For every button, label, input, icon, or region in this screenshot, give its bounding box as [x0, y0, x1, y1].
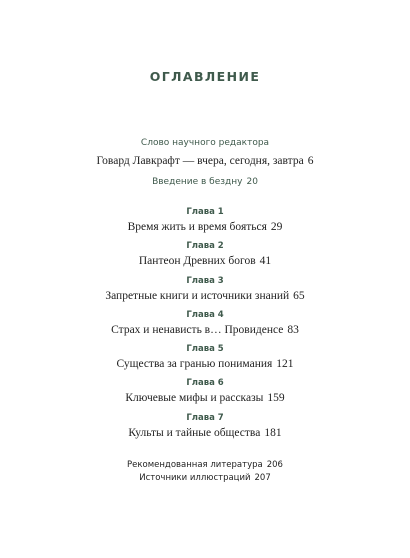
- editor-word-heading: Слово научного редактора: [140, 138, 270, 148]
- toc-entry-title: Время жить и время бояться: [127, 221, 267, 233]
- toc-entry-title: Рекомендованная литература: [127, 460, 263, 470]
- toc-entry-chapter: [0, 358, 410, 370]
- chapter-label: Глава 5: [186, 344, 224, 354]
- toc-entry-page: 20: [246, 177, 258, 187]
- toc-entry-title: Ключевые мифы и рассказы: [125, 392, 264, 404]
- toc-entry-recommended: [0, 460, 410, 470]
- toc-entry-page: 121: [276, 358, 294, 370]
- toc-entry-chapter: [0, 255, 410, 267]
- toc-entry-page: 181: [264, 427, 282, 439]
- toc-entry-title: Запретные книги и источники знаний: [105, 290, 290, 302]
- toc-entry-chapter: [0, 392, 410, 404]
- toc-entry-chapter: [0, 221, 410, 233]
- toc-entry-page: 206: [266, 460, 283, 470]
- toc-entry-page: 41: [259, 255, 272, 267]
- chapter-label: Глава 4: [186, 310, 224, 320]
- chapter-label: Глава 6: [186, 378, 224, 388]
- toc-entry-title: Страх и ненависть в… Провиденсе: [111, 324, 284, 336]
- toc-entry-title: Источники иллюстраций: [139, 473, 251, 483]
- toc-entry-chapter: [0, 324, 410, 336]
- toc-entry-intro: [0, 177, 410, 187]
- toc-entry-title: Культы и тайные общества: [128, 427, 261, 439]
- toc-entry-title: Введение в бездну: [152, 177, 243, 187]
- toc-entry-editor-article: [0, 155, 410, 167]
- toc-entry-page: 207: [254, 473, 271, 483]
- toc-entry-title: Пантеон Древних богов: [138, 255, 256, 267]
- page-title: ОГЛАВЛЕНИЕ: [149, 69, 261, 84]
- toc-entry-chapter: [0, 427, 410, 439]
- chapter-label: Глава 1: [186, 207, 224, 217]
- toc-entry-page: 159: [267, 392, 285, 404]
- toc-entry-page: 6: [307, 155, 314, 167]
- toc-entry-page: 83: [287, 324, 299, 336]
- chapter-label: Глава 7: [186, 413, 224, 423]
- toc-entry-chapter: [0, 290, 410, 302]
- toc-entry-page: 29: [270, 221, 283, 233]
- toc-entry-illustrations: [0, 473, 410, 483]
- toc-entry-title: Существа за гранью понимания: [116, 358, 273, 370]
- chapter-label: Глава 3: [186, 276, 224, 286]
- chapter-label: Глава 2: [186, 241, 224, 251]
- toc-entry-page: 65: [293, 290, 305, 302]
- toc-entry-title: Говард Лавкрафт — вчера, сегодня, завтра: [96, 155, 304, 167]
